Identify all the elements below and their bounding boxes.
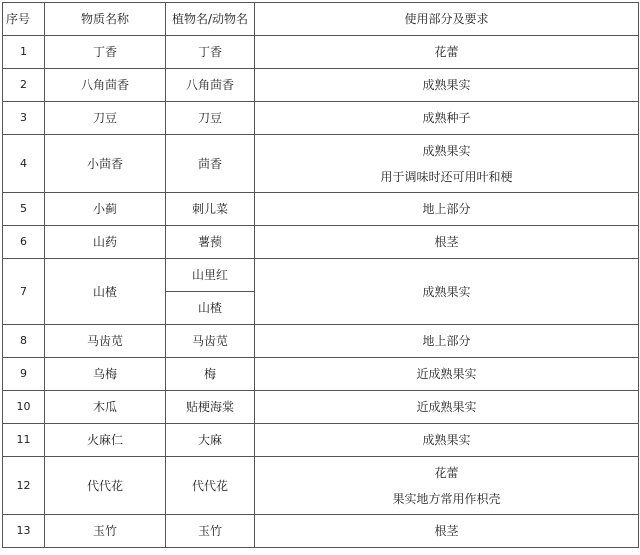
cell-seq: 3 [3,102,45,135]
cell-part [255,424,639,457]
table-row [3,325,639,358]
header-part: 使用部分及要求 [255,3,639,36]
cell-material: 代代花 [45,457,166,515]
cell-plant: 马齿苋 [166,325,255,358]
part-line: 成熟种子 [422,111,471,125]
part-line: 地上部分 [422,334,471,348]
cell-plant: 贴梗海棠 [166,391,255,424]
cell-seq: 11 [3,424,45,457]
cell-seq: 6 [3,226,45,259]
table-row [3,102,639,135]
cell-seq: 1 [3,36,45,69]
cell-seq: 9 [3,358,45,391]
cell-seq: 12 [3,457,45,515]
cell-plant: 山楂 [166,292,255,325]
cell-plant: 刀豆 [166,102,255,135]
table-row [3,259,639,292]
cell-plant: 梅 [166,358,255,391]
table-row [3,391,639,424]
cell-material: 八角茴香 [45,69,166,102]
table-row [3,457,639,515]
table-row [3,193,639,226]
table-row [3,424,639,457]
cell-plant: 山里红 [166,259,255,292]
cell-material: 小茴香 [45,135,166,193]
part-line: 用于调味时还可用叶和梗 [380,169,513,184]
cell-material: 玉竹 [45,515,166,548]
table-row [3,515,639,548]
part-line: 根茎 [434,235,459,249]
table-row [3,358,639,391]
cell-seq: 13 [3,515,45,548]
cell-seq: 2 [3,69,45,102]
cell-material: 木瓜 [45,391,166,424]
table-row [3,226,639,259]
cell-material: 山楂 [45,259,166,325]
table-row [3,135,639,193]
table-body [3,36,639,548]
cell-seq: 7 [3,259,45,325]
cell-material: 乌梅 [45,358,166,391]
cell-part [255,259,639,325]
part-line: 近成熟果实 [416,400,477,414]
cell-plant: 八角茴香 [166,69,255,102]
cell-part [255,102,639,135]
cell-material: 丁香 [45,36,166,69]
cell-plant: 代代花 [166,457,255,515]
part-line: 成熟果实 [422,433,471,447]
cell-plant: 大麻 [166,424,255,457]
part-line: 根茎 [434,524,459,538]
cell-material: 小蓟 [45,193,166,226]
header-seq: 序号 [3,3,45,36]
part-line: 近成熟果实 [416,367,477,381]
cell-seq: 8 [3,325,45,358]
cell-material: 刀豆 [45,102,166,135]
cell-part [255,515,639,548]
part-line: 地上部分 [422,202,471,216]
part-line: 成熟果实 [422,143,471,158]
cell-plant: 茴香 [166,135,255,193]
cell-plant: 玉竹 [166,515,255,548]
table-row [3,36,639,69]
cell-material: 马齿苋 [45,325,166,358]
header-material: 物质名称 [45,3,166,36]
cell-seq: 5 [3,193,45,226]
cell-plant: 薯蓣 [166,226,255,259]
header-row [3,3,639,36]
cell-part [255,135,639,193]
cell-part [255,358,639,391]
cell-part [255,193,639,226]
part-line: 花蕾 [434,45,459,59]
cell-part [255,36,639,69]
materials-table [2,2,639,548]
cell-part [255,69,639,102]
part-line: 花蕾 [434,465,459,480]
header-plant: 植物名/动物名 [166,3,255,36]
cell-part [255,391,639,424]
part-line: 成熟果实 [422,284,471,299]
cell-plant: 丁香 [166,36,255,69]
cell-part [255,226,639,259]
cell-material: 山药 [45,226,166,259]
cell-seq: 4 [3,135,45,193]
cell-material: 火麻仁 [45,424,166,457]
cell-seq: 10 [3,391,45,424]
cell-plant: 刺儿菜 [166,193,255,226]
cell-part [255,457,639,515]
part-line: 成熟果实 [422,78,471,92]
cell-part [255,325,639,358]
part-line: 果实地方常用作枳壳 [392,491,501,506]
table-row [3,69,639,102]
